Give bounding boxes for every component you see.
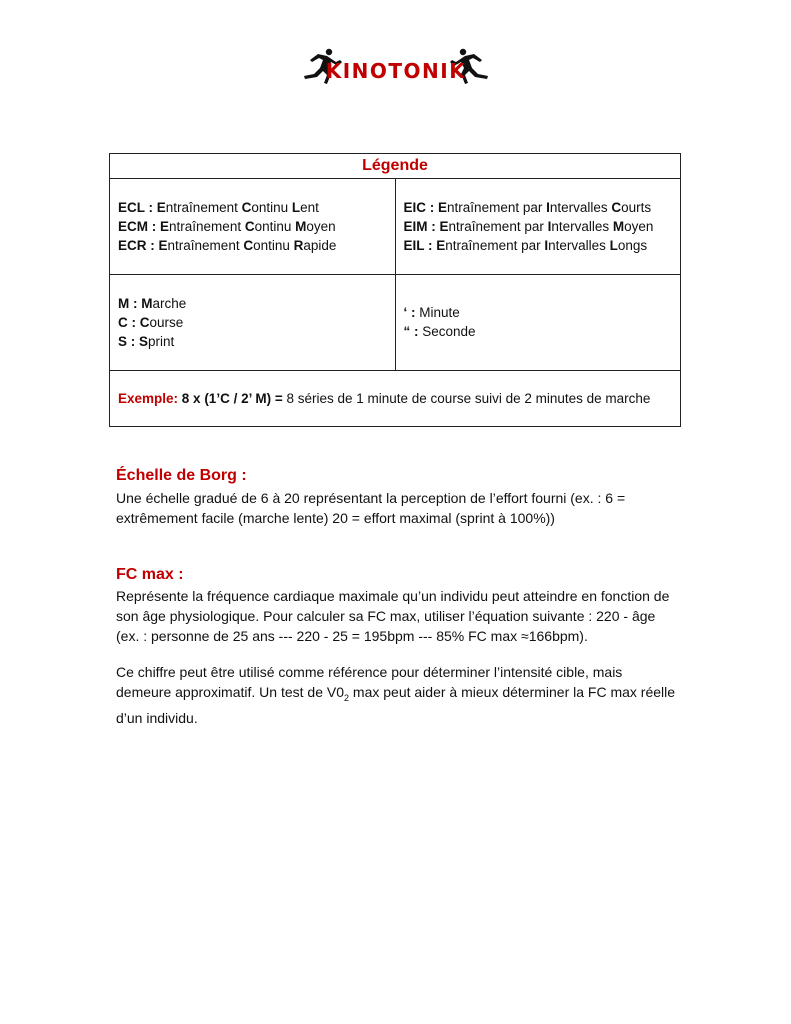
example-formula: 8 x (1’C / 2’ M) = <box>181 391 283 406</box>
pace-cell <box>110 275 396 370</box>
legend-table <box>109 153 681 427</box>
time-units-cell <box>396 275 681 370</box>
legend-entry-m: M : Marche <box>118 296 187 311</box>
borg-title: Échelle de Borg : <box>116 467 247 484</box>
legend-entry-eic: EIC : Entraînement par Intervalles Courts <box>403 200 652 215</box>
legend-example-row <box>110 371 680 426</box>
legend-row-pace <box>110 275 680 371</box>
continuous-training-cell <box>110 179 396 274</box>
logo-text: KINOTONIK <box>325 59 467 83</box>
fcmax-note: Ce chiffre peut être utilisé comme référence pour déterminer l’intensité cible, mais demeure approximatif. Un test de $V0_2$ max peut aider à mieux déterminer la FC max réelle d’un individu. <box>116 664 676 726</box>
legend-entry-ecm: ECM : Entraînement Continu Moyen <box>118 219 336 234</box>
legend-entry-c: C : Course <box>118 315 184 330</box>
legend-entry-eil: EIL : Entraînement par Intervalles Longs <box>403 238 648 253</box>
legend-title: Légende <box>110 154 680 179</box>
interval-training-cell <box>396 179 681 274</box>
fcmax-title: FC max : <box>116 566 184 583</box>
example-label: Exemple: <box>118 391 179 406</box>
legend-entry-ecr: ECR : Entraînement Continu Rapide <box>118 238 337 253</box>
legend-entry-minute: ‘ : Minute <box>403 305 460 320</box>
fcmax-description: Représente la fréquence cardiaque maximale qu’un individu peut atteindre en fonction de son âge physiologique. Pour calculer sa FC max, utiliser l’équation suivante : 220 - âge (ex. : personne de 25 ans --- 220 - 25 = 195bpm --- 85% FC max ≈166bpm). <box>116 588 670 644</box>
legend-entry-s: S : Sprint <box>118 334 175 349</box>
legend-entry-seconde: “ : Seconde <box>403 324 476 339</box>
borg-description: Une échelle gradué de 6 à 20 représentant la perception de l’effort fourni (ex. : 6 = extrêmement facile (marche lente) 20 = effort maximal (sprint à 100%)) <box>116 490 626 526</box>
legend-row-training <box>110 179 680 275</box>
example-text: 8 séries de 1 minute de course suivi de 2 minutes de marche <box>282 391 651 406</box>
legend-entry-ecl: ECL : Entraînement Continu Lent <box>118 200 319 215</box>
kinotonik-logo <box>296 44 496 94</box>
legend-entry-eim: EIM : Entraînement par Intervalles Moyen <box>403 219 654 234</box>
